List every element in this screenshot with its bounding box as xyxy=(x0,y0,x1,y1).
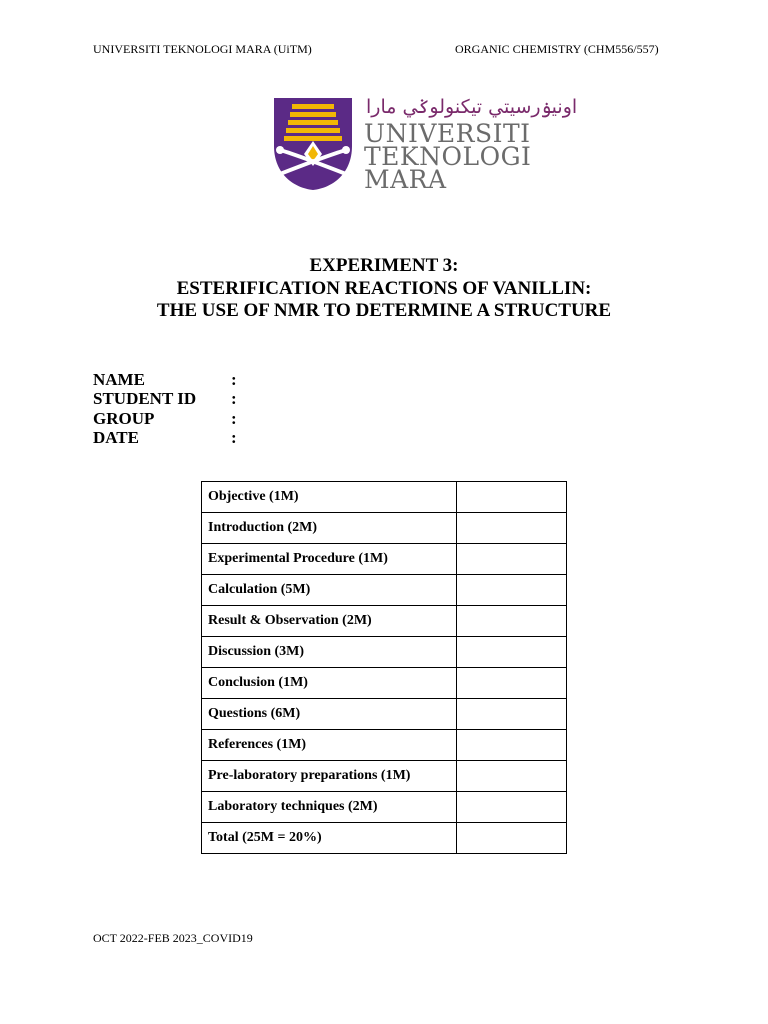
footer-text: OCT 2022-FEB 2023_COVID19 xyxy=(93,931,253,945)
header-left: UNIVERSITI TEKNOLOGI MARA (UiTM) xyxy=(93,42,312,56)
marks-score-cell xyxy=(457,668,567,699)
marks-score-cell xyxy=(457,637,567,668)
experiment-title-line-2: ESTERIFICATION REACTIONS OF VANILLIN: xyxy=(176,278,592,299)
marks-score-cell xyxy=(457,513,567,544)
info-colon-date: : xyxy=(231,428,237,447)
info-label-student-id: STUDENT ID xyxy=(93,389,197,408)
marks-score-cell xyxy=(457,575,567,606)
logo-text-mara: MARA xyxy=(364,165,447,194)
table-row xyxy=(202,637,567,668)
info-label-group: GROUP xyxy=(93,409,155,428)
logo-text-universiti: UNIVERSITI xyxy=(364,119,531,148)
marks-label: Laboratory techniques (2M) xyxy=(202,792,457,823)
marks-label: Pre-laboratory preparations (1M) xyxy=(202,761,457,792)
marks-score-cell-total xyxy=(457,823,567,854)
table-row xyxy=(202,606,567,637)
marks-score-cell xyxy=(457,761,567,792)
marks-table xyxy=(201,481,567,854)
marks-label: Calculation (5M) xyxy=(202,575,457,606)
table-row xyxy=(202,730,567,761)
table-row xyxy=(202,792,567,823)
marks-score-cell xyxy=(457,544,567,575)
marks-score-cell xyxy=(457,699,567,730)
marks-label: Experimental Procedure (1M) xyxy=(202,544,457,575)
marks-label: References (1M) xyxy=(202,730,457,761)
table-row xyxy=(202,513,567,544)
table-row xyxy=(202,482,567,513)
header-right: ORGANIC CHEMISTRY (CHM556/557) xyxy=(455,42,659,56)
info-label-date: DATE xyxy=(93,428,139,447)
marks-label: Result & Observation (2M) xyxy=(202,606,457,637)
marks-score-cell xyxy=(457,730,567,761)
experiment-title-line-3: THE USE OF NMR TO DETERMINE A STRUCTURE xyxy=(156,300,612,321)
marks-label-total: Total (25M = 20%) xyxy=(202,823,457,854)
table-row xyxy=(202,699,567,730)
info-row-name xyxy=(93,370,293,390)
logo-text-teknologi: TEKNOLOGI xyxy=(364,142,532,171)
marks-score-cell xyxy=(457,792,567,823)
marks-label: Conclusion (1M) xyxy=(202,668,457,699)
info-row-student-id xyxy=(93,389,293,409)
marks-label: Discussion (3M) xyxy=(202,637,457,668)
info-label-name: NAME xyxy=(93,370,145,389)
table-row xyxy=(202,761,567,792)
table-row xyxy=(202,823,567,854)
experiment-title-line-1: EXPERIMENT 3: xyxy=(309,255,459,276)
table-row xyxy=(202,575,567,606)
info-colon-group: : xyxy=(231,409,237,428)
info-colon-name: : xyxy=(231,370,237,389)
info-row-group xyxy=(93,409,293,429)
logo-jawi-text: اونيۏرسيتي تيكنولوݢي مارا xyxy=(366,96,578,118)
marks-score-cell xyxy=(457,606,567,637)
table-row xyxy=(202,544,567,575)
marks-score-cell xyxy=(457,482,567,513)
info-colon-student-id: : xyxy=(231,389,237,408)
info-row-date xyxy=(93,428,293,448)
table-row xyxy=(202,668,567,699)
marks-label: Objective (1M) xyxy=(202,482,457,513)
marks-label: Introduction (2M) xyxy=(202,513,457,544)
marks-label: Questions (6M) xyxy=(202,699,457,730)
